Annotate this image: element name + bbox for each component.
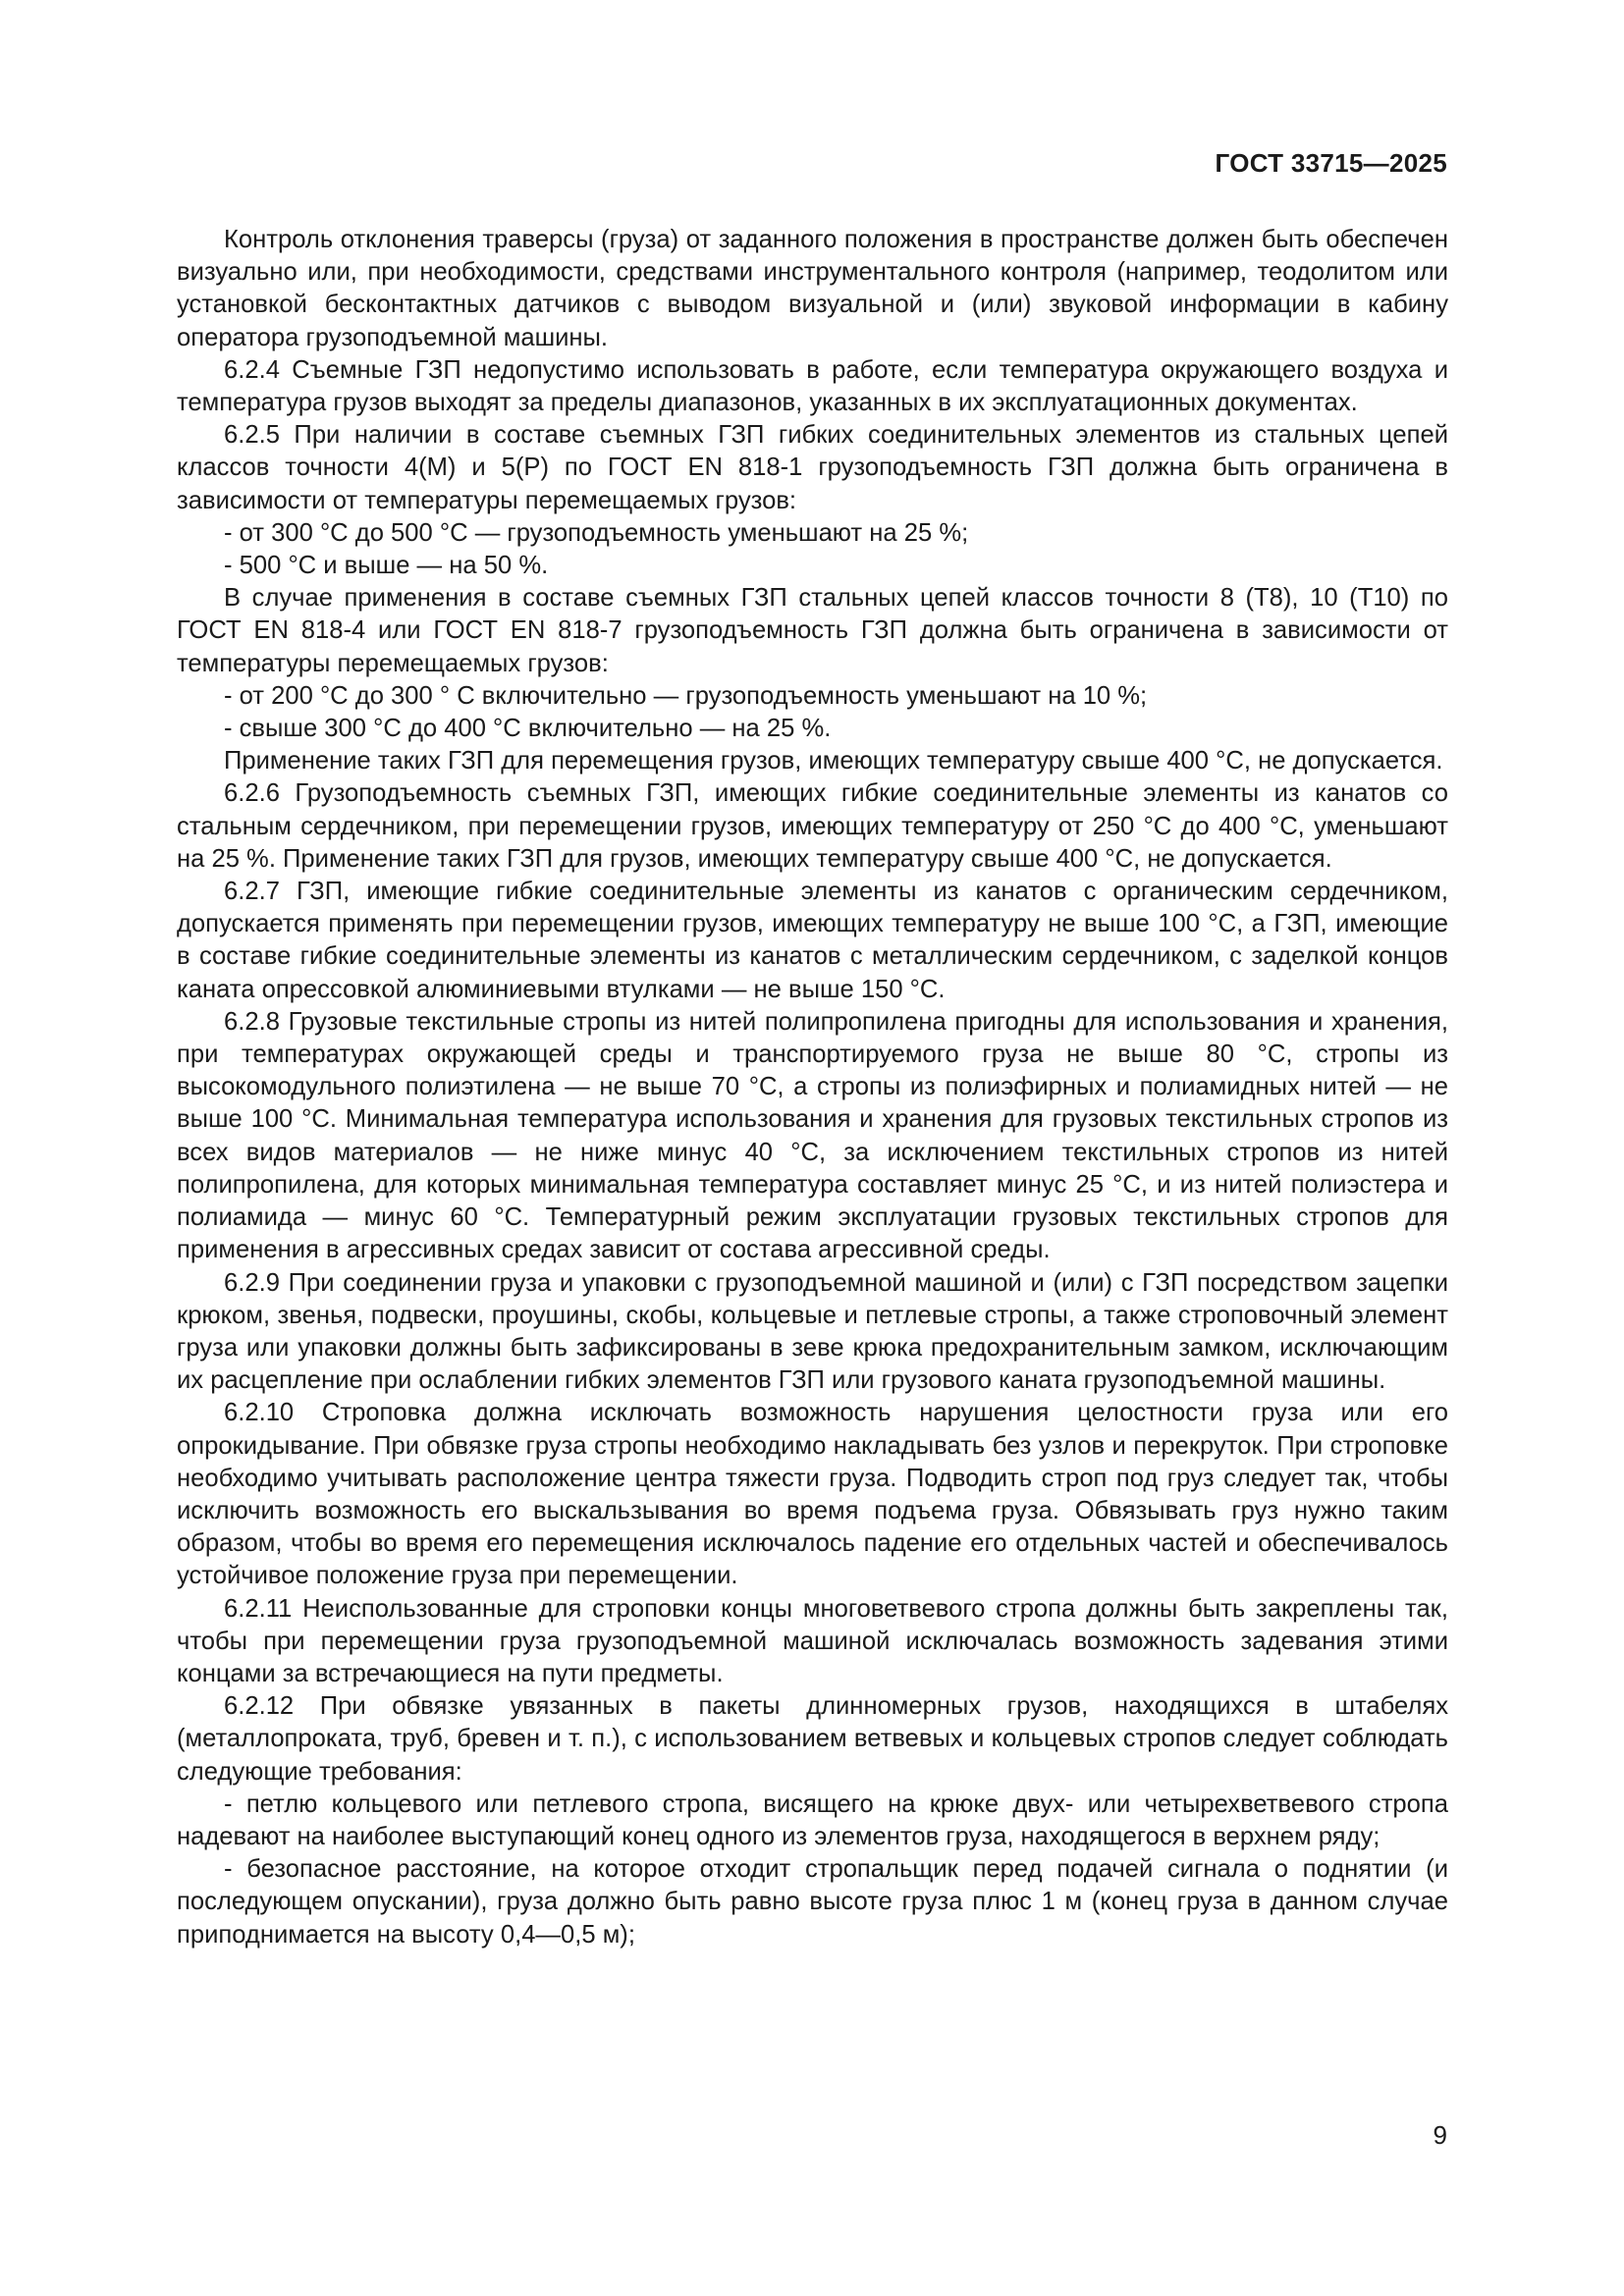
list-item-500-plus: - 500 °С и выше — на 50 %. <box>224 552 549 580</box>
paragraph-6-2-12: 6.2.12 При обвязке увязанных в пакеты длинномерных грузов, находящихся в штабелях (металлопроката, труб, бревен и т. п.), с использованием ветвевых и кольцевых стропов следует соблюдать следующие требования: <box>177 1692 1448 1786</box>
paragraph-over-400-prohibited: Применение таких ГЗП для перемещения грузов, имеющих температуру свыше 400 °С, не допускается. <box>224 747 1443 775</box>
document-body <box>177 224 1448 1951</box>
list-item-safe-distance: - безопасное расстояние, на которое отходит стропальщик перед подачей сигнала о поднятии (и последующем опускании), груза должно быть равно высоте груза плюс 1 м (конец груза в данном случае приподнимается на высоту 0,4—0,5 м); <box>177 1855 1448 1949</box>
paragraph-6-2-5: 6.2.5 При наличии в составе съемных ГЗП гибких соединительных элементов из стальных цепей классов точности 4(М) и 5(Р) по ГОСТ EN 818-1 грузоподъемность ГЗП должна быть ограничена в зависимости от температуры перемещаемых грузов: <box>177 421 1448 514</box>
paragraph-6-2-7: 6.2.7 ГЗП, имеющие гибкие соединительные элементы из канатов с органическим сердечником, допускается применять при перемещении грузов, имеющих температуру не выше 100 °С, а ГЗП, имеющие в составе гибкие соединительные элементы из канатов с металлическим сердечником, с заделкой концов каната опрессовкой алюминиевыми втулками — не выше 150 °С. <box>177 878 1448 1003</box>
document-header-id: ГОСТ 33715—2025 <box>1215 148 1447 178</box>
list-item-300-500: - от 300 °С до 500 °С — грузоподъемность уменьшают на 25 %; <box>224 518 969 547</box>
list-item-300-400: - свыше 300 °С до 400 °С включительно — на 25 %. <box>224 715 832 743</box>
paragraph-6-2-6: 6.2.6 Грузоподъемность съемных ГЗП, имеющих гибкие соединительные элементы из канатов со стальным сердечником, при перемещении грузов, имеющих температуру от 250 °С до 400 °С, уменьшают на 25 %. Применение таких ГЗП для грузов, имеющих температуру свыше 400 °С, не допускается. <box>177 779 1448 873</box>
paragraph-6-2-10: 6.2.10 Строповка должна исключать возможность нарушения целостности груза или его опрокидывание. При обвязке груза стропы необходимо накладывать без узлов и перекруток. При строповке необходимо учитывать расположение центра тяжести груза. Подводить строп под груз следует так, чтобы исключить возможность его выскальзывания во время подъема груза. Обвязывать груз нужно таким образом, чтобы во время его перемещения исключалось падение его отдельных частей и обеспечивалось устойчивое положение груза при перемещении. <box>177 1399 1448 1590</box>
paragraph-6-2-11: 6.2.11 Неиспользованные для строповки концы многоветвевого стропа должны быть закреплены так, чтобы при перемещении груза грузоподъемной машиной исключалась возможность задевания этими концами за встречающиеся на пути предметы. <box>177 1594 1448 1687</box>
paragraph-chain-classes-8-10: В случае применения в составе съемных ГЗП стальных цепей классов точности 8 (Т8), 10 (Т10) по ГОСТ EN 818-4 или ГОСТ EN 818-7 грузоподъемность ГЗП должна быть ограничена в зависимости от температуры перемещаемых грузов: <box>177 584 1448 677</box>
paragraph-6-2-4: 6.2.4 Съемные ГЗП недопустимо использовать в работе, если температура окружающего воздуха и температура грузов выходят за пределы диапазонов, указанных в их эксплуатационных документах. <box>177 355 1448 417</box>
list-item-200-300: - от 200 °С до 300 ° С включительно — грузоподъемность уменьшают на 10 %; <box>224 681 1148 710</box>
paragraph-6-2-9: 6.2.9 При соединении груза и упаковки с грузоподъемной машиной и (или) с ГЗП посредством зацепки крюком, звенья, подвески, проушины, скобы, кольцевые и петлевые стропы, а также строповочный элемент груза или упаковки должны быть зафиксированы в зеве крюка предохранительным замком, исключающим их расцепление при ослаблении гибких элементов ГЗП или грузового каната грузоподъемной машины. <box>177 1268 1448 1395</box>
paragraph-theodolite-control: Контроль отклонения траверсы (груза) от заданного положения в пространстве должен быть обеспечен визуально или, при необходимости, средствами инструментального контроля (например, теодолитом или установкой бесконтактных датчиков с выводом визуальной и (или) звуковой информации в кабину оператора грузоподъемной машины. <box>177 226 1448 351</box>
page-number: 9 <box>1433 2120 1447 2150</box>
list-item-ring-sling-loop: - петлю кольцевого или петлевого стропа, висящего на крюке двух- или четырехветвевого стропа надевают на наиболее выступающий конец одного из элементов груза, находящегося в верхнем ряду; <box>177 1789 1448 1850</box>
paragraph-6-2-8: 6.2.8 Грузовые текстильные стропы из нитей полипропилена пригодны для использования и хранения, при температурах окружающей среды и транспортируемого груза не выше 80 °С, стропы из высокомодульного полиэтилена — не выше 70 °С, а стропы из полиэфирных и полиамидных нитей — не выше 100 °С. Минимальная температура использования и хранения для грузовых текстильных стропов из всех видов материалов — не ниже минус 40 °С, за исключением текстильных стропов из нитей полипропилена, для которых минимальная температура составляет минус 25 °С, и из нитей полиэстера и полиамида — минус 60 °С. Температурный режим эксплуатации грузовых текстильных стропов для применения в агрессивных средах зависит от состава агрессивной среды. <box>177 1007 1448 1264</box>
